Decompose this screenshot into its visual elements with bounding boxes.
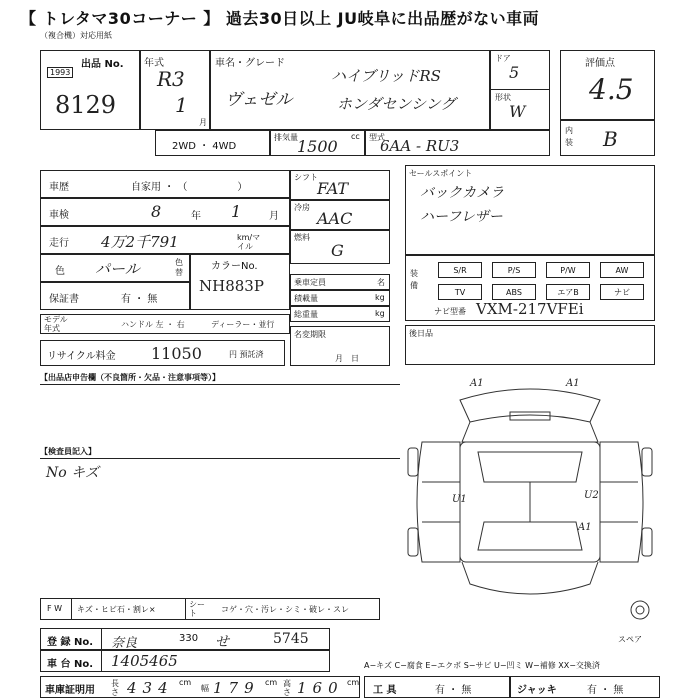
mileage-unit: km/マイル bbox=[237, 233, 261, 251]
size-width-unit: cm bbox=[265, 678, 278, 687]
size-length-label: 長さ bbox=[111, 679, 119, 697]
displacement-label: 排気量 bbox=[274, 133, 298, 142]
weight-unit: kg bbox=[375, 309, 385, 318]
mileage-row bbox=[40, 226, 290, 254]
size-height: 160 bbox=[297, 679, 344, 697]
capacity-label: 乗車定員 bbox=[294, 278, 326, 287]
lot-year-tag: 1993 bbox=[47, 67, 73, 78]
inspection-year-unit: 年 bbox=[191, 211, 201, 222]
year-value: 1 bbox=[175, 93, 188, 117]
shape-value: W bbox=[509, 102, 526, 121]
color-no-row bbox=[190, 254, 290, 310]
color-no-label: カラーNo. bbox=[211, 261, 258, 272]
fw-label: F W bbox=[47, 604, 63, 613]
tools-value: 有 ・ 無 bbox=[435, 685, 472, 696]
size-height-unit: cm bbox=[347, 678, 360, 687]
fuel-box bbox=[290, 230, 390, 264]
shift-label: シフト bbox=[294, 173, 318, 182]
capacity-box bbox=[290, 274, 390, 290]
fw-value: キズ・ヒビ石・割レ× bbox=[77, 605, 156, 614]
inspection-label: 車検 bbox=[49, 210, 69, 221]
recycle-unit: 円 預託済 bbox=[229, 350, 264, 359]
size-length-unit: cm bbox=[179, 678, 192, 687]
car-diagram bbox=[400, 372, 660, 622]
banner: 【 トレタマ30コーナー 】 過去30日以上 JU岐阜に出品歴がない車両 bbox=[20, 9, 540, 28]
doors-value: 5 bbox=[509, 63, 520, 82]
equipment-item: TV bbox=[438, 284, 482, 300]
fw-row bbox=[40, 598, 380, 620]
mileage-label: 走行 bbox=[49, 238, 69, 249]
name-change-box bbox=[290, 326, 390, 366]
selling-points-box bbox=[405, 165, 655, 255]
year-box bbox=[140, 50, 210, 130]
fuel-value: G bbox=[331, 241, 344, 260]
ac-label: 冷房 bbox=[294, 203, 310, 212]
equipment-grid bbox=[432, 258, 652, 302]
lot-number: 8129 bbox=[55, 91, 117, 119]
after-note-label: 後日品 bbox=[409, 329, 433, 338]
shift-value: FAT bbox=[317, 179, 349, 198]
equipment-item: S/R bbox=[438, 262, 482, 278]
selling-points-line-2: ハーフレザー bbox=[420, 209, 503, 225]
doors-box bbox=[490, 50, 550, 90]
seat-value: コゲ・穴・汚レ・シミ・破レ・スレ bbox=[221, 605, 349, 614]
color-label: 色 bbox=[55, 266, 65, 277]
size-height-label: 高さ bbox=[283, 679, 291, 697]
model-label: 車名・グレード bbox=[215, 58, 285, 69]
interior-box bbox=[560, 120, 655, 156]
ac-box bbox=[290, 200, 390, 230]
color-value: パール bbox=[95, 260, 140, 278]
inspection-row bbox=[40, 198, 290, 226]
chassis-value: 1405465 bbox=[111, 652, 178, 670]
registration-divider bbox=[101, 629, 102, 649]
color-change-label: 色替 bbox=[175, 258, 183, 277]
registration-region: 奈良 bbox=[111, 636, 138, 651]
warranty-row bbox=[40, 282, 190, 310]
selling-points-line-1: バックカメラ bbox=[420, 185, 504, 201]
equipment-item: ナビ bbox=[600, 284, 644, 300]
inspector-label: 【検査員記入】 bbox=[40, 447, 96, 456]
equipment-item: P/S bbox=[492, 262, 536, 278]
type-label: 型式 bbox=[369, 133, 385, 142]
size-width: 179 bbox=[213, 679, 260, 697]
weight-box bbox=[290, 306, 390, 322]
selling-points-label: セールスポイント bbox=[409, 169, 473, 178]
after-note-box bbox=[405, 325, 655, 365]
equipment-nav-value: VXM-217VFEi bbox=[476, 300, 584, 318]
equipment-nav-label: ナビ型番 bbox=[434, 307, 466, 316]
model-grade-2: ホンダセンシング bbox=[337, 95, 456, 113]
diagram-mark-right-door: U2 bbox=[584, 490, 599, 501]
name-change-label: 名変期限 bbox=[294, 330, 326, 339]
history-value: 自家用 ・ （ ） bbox=[131, 182, 248, 193]
registration-label: 登 録 No. bbox=[47, 637, 94, 648]
damage-legend: A−キズ C−腐食 E−エクボ S−サビ U−凹ミ W−補修 XX−交換済 bbox=[364, 661, 600, 670]
model-box bbox=[210, 50, 490, 130]
jack-value: 有 ・ 無 bbox=[587, 685, 624, 696]
year-month-unit: 月 bbox=[199, 118, 207, 127]
interior-value: B bbox=[603, 127, 618, 151]
equipment-item: ABS bbox=[492, 284, 536, 300]
color-no-value: NH883P bbox=[199, 277, 264, 295]
displacement-box bbox=[270, 130, 365, 156]
ac-value: AAC bbox=[317, 209, 353, 228]
warranty-value: 有 ・ 無 bbox=[121, 294, 158, 305]
diagram-mark-left-door: U1 bbox=[452, 494, 467, 505]
diagram-mark-front-right: A1 bbox=[566, 378, 580, 389]
load-unit: kg bbox=[375, 293, 385, 302]
chassis-label: 車 台 No. bbox=[47, 659, 94, 670]
history-label: 車歴 bbox=[49, 182, 69, 193]
score-value: 4.5 bbox=[589, 73, 634, 106]
mileage-value: 4万2千791 bbox=[101, 233, 179, 251]
model-year-row bbox=[40, 314, 290, 334]
score-box bbox=[560, 50, 655, 120]
recycle-value: 11050 bbox=[151, 344, 202, 363]
seat-label: シート bbox=[189, 600, 205, 618]
model-year-dealer: ディーラー・並行 bbox=[211, 320, 275, 329]
equipment-item: P/W bbox=[546, 262, 590, 278]
load-label: 積載量 bbox=[294, 294, 318, 303]
registration-number: 5745 bbox=[273, 631, 309, 647]
size-width-label: 幅 bbox=[201, 684, 209, 693]
diagram-mark-right-rear: A1 bbox=[578, 522, 592, 533]
jack-label: ジャッキ bbox=[517, 685, 557, 696]
weight-label: 総重量 bbox=[294, 310, 318, 319]
model-year-label: モデル年式 bbox=[44, 315, 68, 333]
score-label: 評価点 bbox=[585, 58, 615, 69]
registration-row bbox=[40, 628, 330, 650]
interior-label: 内装 bbox=[565, 126, 573, 147]
warranty-label: 保証書 bbox=[49, 294, 79, 305]
inspection-year: 8 bbox=[151, 202, 162, 221]
history-row bbox=[40, 170, 290, 198]
registration-class: 330 bbox=[179, 633, 199, 644]
tools-label: 工 具 bbox=[373, 685, 397, 696]
equipment-label: 装備 bbox=[410, 269, 418, 290]
lot-box bbox=[40, 50, 140, 130]
type-box bbox=[365, 130, 550, 156]
displacement-unit: cc bbox=[351, 132, 360, 141]
size-length: 434 bbox=[127, 679, 174, 697]
dealer-notes-label: 【出品店申告欄（不良箇所・欠品・注意事項等）】 bbox=[40, 373, 220, 382]
fuel-label: 燃料 bbox=[294, 233, 310, 242]
diagram-mark-front-left: A1 bbox=[470, 378, 484, 389]
inspection-month-unit: 月 bbox=[269, 211, 279, 222]
size-row bbox=[40, 676, 360, 698]
chassis-row bbox=[40, 650, 330, 672]
capacity-unit: 名 bbox=[377, 278, 385, 287]
shift-box bbox=[290, 170, 390, 200]
color-row bbox=[40, 254, 190, 282]
size-label: 車庫証明用 bbox=[45, 685, 95, 696]
fw-divider bbox=[71, 599, 72, 619]
spare-label: スペア bbox=[618, 635, 642, 644]
tools-row bbox=[364, 676, 510, 698]
name-change-unit: 月 日 bbox=[335, 354, 359, 363]
year-label: 年式 bbox=[144, 58, 164, 69]
inspector-text: No キズ bbox=[46, 465, 99, 481]
year-era: R3 bbox=[157, 67, 185, 91]
model-grade-1: ハイブリッドRS bbox=[331, 67, 441, 85]
form-note: （複合機）対応用紙 bbox=[40, 31, 112, 40]
dealer-notes-rule bbox=[40, 384, 400, 385]
equipment-box bbox=[405, 255, 655, 321]
inspector-rule bbox=[40, 458, 400, 459]
equipment-item: エアB bbox=[546, 284, 590, 300]
recycle-box bbox=[40, 340, 285, 366]
model-name: ヴェゼル bbox=[225, 90, 293, 110]
load-box bbox=[290, 290, 390, 306]
chassis-divider bbox=[101, 651, 102, 671]
drive-box bbox=[155, 130, 270, 156]
lot-label: 出品 No. bbox=[81, 59, 124, 70]
doors-label: ドア bbox=[495, 54, 511, 63]
seat-divider bbox=[185, 599, 186, 619]
drive-value: 2WD ・ 4WD bbox=[172, 141, 237, 152]
jack-row bbox=[510, 676, 660, 698]
recycle-label: リサイクル料金 bbox=[47, 351, 116, 362]
model-year-handle: ハンドル 左 ・ 右 bbox=[121, 320, 185, 329]
registration-kana: せ bbox=[215, 634, 229, 650]
inspection-month: 1 bbox=[231, 202, 242, 221]
equipment-item: AW bbox=[600, 262, 644, 278]
displacement-value: 1500 bbox=[297, 137, 338, 156]
shape-label: 形状 bbox=[495, 93, 511, 102]
type-value: 6AA - RU3 bbox=[380, 137, 460, 155]
shape-box bbox=[490, 89, 550, 130]
